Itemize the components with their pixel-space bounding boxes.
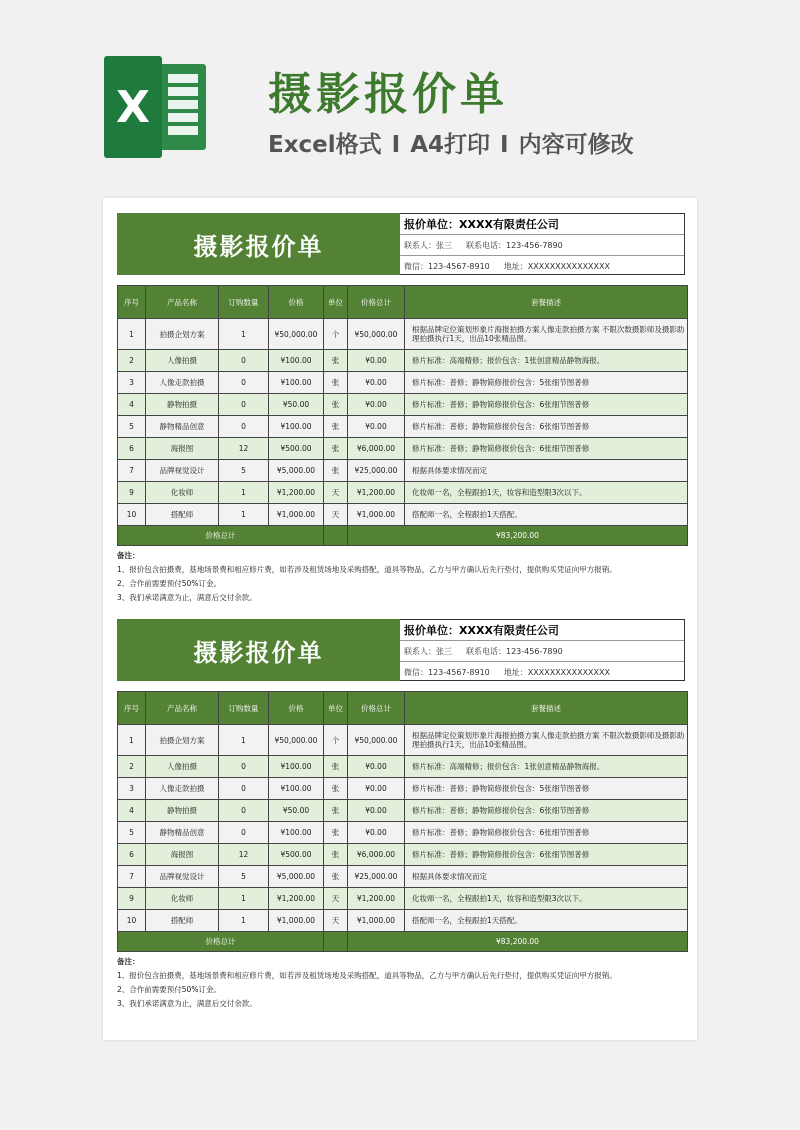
cell-index: 3	[118, 372, 146, 394]
cell-unit: 张	[324, 394, 348, 416]
cell-price: ¥100.00	[269, 372, 324, 394]
column-header: 序号	[118, 692, 146, 725]
cell-unit: 张	[324, 800, 348, 822]
cell-description: 化妆师一名，全程跟拍1天，妆容和造型限3次以下。	[405, 888, 688, 910]
column-header: 产品名称	[146, 692, 219, 725]
cell-quantity: 1	[219, 504, 269, 526]
cell-index: 7	[118, 866, 146, 888]
cell-subtotal: ¥6,000.00	[348, 438, 405, 460]
cell-price: ¥100.00	[269, 778, 324, 800]
cell-price: ¥5,000.00	[269, 460, 324, 482]
total-label: 价格总计	[118, 526, 324, 546]
column-header: 序号	[118, 286, 146, 319]
table-row	[118, 756, 688, 778]
cell-unit: 张	[324, 416, 348, 438]
cell-quantity: 0	[219, 800, 269, 822]
wechat-label: 微信：	[404, 667, 428, 677]
table-header	[118, 286, 688, 319]
notes	[117, 549, 687, 605]
cell-unit: 天	[324, 910, 348, 932]
cell-description: 根据具体要求情况而定	[405, 866, 688, 888]
cell-index: 4	[118, 394, 146, 416]
cell-product: 人像走款拍摄	[146, 778, 219, 800]
cell-description: 根据品牌定位策划形象片海报拍摄方案人像走款拍摄方案 不限次数摄影师及摄影助理拍摄执行1天，出品10张精品图。	[405, 319, 688, 350]
column-header: 订购数量	[219, 286, 269, 319]
cell-description: 修片标准：普修；静物简修报价包含：6张细节图普修	[405, 416, 688, 438]
cell-index: 9	[118, 888, 146, 910]
table-row	[118, 482, 688, 504]
cell-subtotal: ¥0.00	[348, 756, 405, 778]
cell-unit: 张	[324, 460, 348, 482]
table-row	[118, 394, 688, 416]
cell-description: 搭配师一名，全程跟拍1天搭配。	[405, 504, 688, 526]
cell-quantity: 0	[219, 822, 269, 844]
cell-product: 搭配师	[146, 504, 219, 526]
contact-value: 张三	[436, 646, 452, 656]
cell-description: 根据品牌定位策划形象片海报拍摄方案人像走款拍摄方案 不限次数摄影师及摄影助理拍摄执行1天，出品10张精品图。	[405, 725, 688, 756]
cell-unit: 张	[324, 866, 348, 888]
cell-product: 搭配师	[146, 910, 219, 932]
cell-unit: 天	[324, 504, 348, 526]
table-row	[118, 866, 688, 888]
cell-product: 品牌视觉设计	[146, 460, 219, 482]
table-row	[118, 372, 688, 394]
cell-subtotal: ¥0.00	[348, 800, 405, 822]
cell-product: 海报图	[146, 438, 219, 460]
cell-quantity: 0	[219, 394, 269, 416]
cell-product: 拍摄企划方案	[146, 319, 219, 350]
contact-value: 张三	[436, 240, 452, 250]
cell-product: 静物精品创意	[146, 416, 219, 438]
cell-index: 2	[118, 756, 146, 778]
total-row	[118, 932, 688, 952]
cell-unit: 张	[324, 778, 348, 800]
quote-title: 摄影报价单	[117, 619, 400, 681]
cell-price: ¥100.00	[269, 416, 324, 438]
cell-subtotal: ¥1,000.00	[348, 910, 405, 932]
contact-row	[400, 235, 684, 256]
cell-index: 9	[118, 482, 146, 504]
cell-description: 根据具体要求情况而定	[405, 460, 688, 482]
table-row	[118, 725, 688, 756]
quote-block	[117, 213, 687, 602]
cell-product: 拍摄企划方案	[146, 725, 219, 756]
cell-description: 修片标准：普修；静物简修报价包含：6张细节图普修	[405, 844, 688, 866]
cell-quantity: 5	[219, 460, 269, 482]
cell-quantity: 0	[219, 778, 269, 800]
cell-quantity: 1	[219, 319, 269, 350]
cell-price: ¥100.00	[269, 756, 324, 778]
cell-subtotal: ¥50,000.00	[348, 725, 405, 756]
table-row	[118, 800, 688, 822]
cell-subtotal: ¥6,000.00	[348, 844, 405, 866]
cell-product: 静物拍摄	[146, 800, 219, 822]
cell-price: ¥100.00	[269, 822, 324, 844]
wechat-value: 123-4567-8910	[428, 667, 490, 677]
table-row	[118, 504, 688, 526]
cell-price: ¥100.00	[269, 350, 324, 372]
cell-product: 人像拍摄	[146, 350, 219, 372]
cell-subtotal: ¥25,000.00	[348, 460, 405, 482]
subtitle-format: Excel格式	[268, 132, 382, 158]
cell-description: 修片标准：普修；静物简修报价包含：5张细节图普修	[405, 372, 688, 394]
column-header: 订购数量	[219, 692, 269, 725]
column-header: 套餐描述	[405, 286, 688, 319]
cell-description: 修片标准：高端精修；报价包含：1张创意精品静物海报。	[405, 350, 688, 372]
table-row	[118, 888, 688, 910]
cell-unit: 天	[324, 888, 348, 910]
wechat-row	[400, 662, 684, 682]
note-item: 3、我们承诺满意为止，满意后交付余款。	[117, 593, 257, 602]
phone-value: 123-456-7890	[506, 240, 563, 250]
company-name: 报价单位：XXXX有限责任公司	[400, 620, 684, 641]
cell-unit: 张	[324, 756, 348, 778]
total-row	[118, 526, 688, 546]
page-subtitle	[268, 126, 634, 159]
cell-description: 修片标准：普修；静物简修报价包含：6张细节图普修	[405, 394, 688, 416]
cell-subtotal: ¥1,200.00	[348, 482, 405, 504]
cell-subtotal: ¥1,000.00	[348, 504, 405, 526]
table-row	[118, 319, 688, 350]
cell-quantity: 1	[219, 910, 269, 932]
subtitle-print: A4打印	[410, 132, 491, 158]
quote-table	[117, 285, 688, 546]
page-title: 摄影报价单	[268, 69, 508, 120]
cell-subtotal: ¥50,000.00	[348, 319, 405, 350]
cell-index: 6	[118, 844, 146, 866]
total-value: ¥83,200.00	[348, 932, 688, 952]
column-header: 单位	[324, 692, 348, 725]
cell-quantity: 1	[219, 888, 269, 910]
cell-index: 10	[118, 504, 146, 526]
note-item: 1、报价包含拍摄费，基地场景费和相应修片费，如若涉及租赁场地及采购搭配，道具等物品，乙方与甲方确认后先行垫付，提供购买凭证向甲方报销。	[117, 565, 617, 574]
cell-index: 10	[118, 910, 146, 932]
cell-index: 3	[118, 778, 146, 800]
quote-table	[117, 691, 688, 952]
table-body	[118, 725, 688, 952]
cell-subtotal: ¥0.00	[348, 350, 405, 372]
quote-paper	[103, 198, 697, 1040]
table-row	[118, 416, 688, 438]
cell-description: 搭配师一名，全程跟拍1天搭配。	[405, 910, 688, 932]
cell-price: ¥5,000.00	[269, 866, 324, 888]
excel-logo-icon	[104, 56, 208, 158]
cell-unit: 张	[324, 350, 348, 372]
cell-price: ¥1,000.00	[269, 910, 324, 932]
address-value: XXXXXXXXXXXXXXX	[527, 667, 610, 677]
cell-product: 化妆师	[146, 888, 219, 910]
column-header: 价格总计	[348, 692, 405, 725]
column-header: 价格	[269, 692, 324, 725]
cell-subtotal: ¥0.00	[348, 416, 405, 438]
cell-unit: 张	[324, 822, 348, 844]
cell-subtotal: ¥0.00	[348, 822, 405, 844]
column-header: 价格	[269, 286, 324, 319]
wechat-label: 微信：	[404, 261, 428, 271]
cell-quantity: 12	[219, 438, 269, 460]
cell-subtotal: ¥0.00	[348, 372, 405, 394]
cell-unit: 张	[324, 844, 348, 866]
cell-product: 人像走款拍摄	[146, 372, 219, 394]
cell-description: 修片标准：普修；静物简修报价包含：6张细节图普修	[405, 438, 688, 460]
phone-value: 123-456-7890	[506, 646, 563, 656]
cell-index: 2	[118, 350, 146, 372]
cell-index: 7	[118, 460, 146, 482]
quote-header	[117, 619, 687, 681]
contact-label: 联系人：	[404, 646, 436, 656]
quote-header	[117, 213, 687, 275]
cell-description: 化妆师一名，全程跟拍1天，妆容和造型限3次以下。	[405, 482, 688, 504]
total-label: 价格总计	[118, 932, 324, 952]
cell-index: 1	[118, 319, 146, 350]
cell-price: ¥1,200.00	[269, 482, 324, 504]
cell-price: ¥50.00	[269, 394, 324, 416]
total-value: ¥83,200.00	[348, 526, 688, 546]
cell-unit: 张	[324, 438, 348, 460]
cell-product: 静物精品创意	[146, 822, 219, 844]
table-row	[118, 350, 688, 372]
cell-description: 修片标准：普修；静物简修报价包含：6张细节图普修	[405, 800, 688, 822]
table-row	[118, 910, 688, 932]
note-item: 2、合作前需要预付50%订金。	[117, 579, 221, 588]
cell-subtotal: ¥0.00	[348, 778, 405, 800]
company-info	[400, 213, 685, 275]
notes-title: 备注：	[117, 551, 140, 560]
quote-title: 摄影报价单	[117, 213, 400, 275]
cell-price: ¥50,000.00	[269, 319, 324, 350]
cell-unit: 天	[324, 482, 348, 504]
note-item: 2、合作前需要预付50%订金。	[117, 985, 221, 994]
cell-subtotal: ¥25,000.00	[348, 866, 405, 888]
total-empty-cell	[324, 526, 348, 546]
cell-price: ¥500.00	[269, 844, 324, 866]
note-item: 1、报价包含拍摄费，基地场景费和相应修片费，如若涉及租赁场地及采购搭配，道具等物品，乙方与甲方确认后先行垫付，提供购买凭证向甲方报销。	[117, 971, 617, 980]
column-header: 单位	[324, 286, 348, 319]
cell-product: 人像拍摄	[146, 756, 219, 778]
subtitle-editable: 内容可修改	[518, 132, 634, 158]
column-header: 价格总计	[348, 286, 405, 319]
phone-label: 联系电话：	[466, 646, 506, 656]
cell-price: ¥1,000.00	[269, 504, 324, 526]
note-item: 3、我们承诺满意为止，满意后交付余款。	[117, 999, 257, 1008]
table-row	[118, 778, 688, 800]
cell-quantity: 0	[219, 372, 269, 394]
wechat-value: 123-4567-8910	[428, 261, 490, 271]
cell-price: ¥50.00	[269, 800, 324, 822]
contact-label: 联系人：	[404, 240, 436, 250]
subtitle-separator: I	[391, 132, 401, 158]
address-label: 地址：	[503, 667, 528, 677]
wechat-row	[400, 256, 684, 276]
contact-row	[400, 641, 684, 662]
company-info	[400, 619, 685, 681]
cell-quantity: 1	[219, 725, 269, 756]
table-row	[118, 822, 688, 844]
cell-description: 修片标准：高端精修；报价包含：1张创意精品静物海报。	[405, 756, 688, 778]
cell-index: 5	[118, 416, 146, 438]
cell-quantity: 12	[219, 844, 269, 866]
table-row	[118, 844, 688, 866]
cell-quantity: 0	[219, 756, 269, 778]
phone-label: 联系电话：	[466, 240, 506, 250]
cell-unit: 个	[324, 319, 348, 350]
address-value: XXXXXXXXXXXXXXX	[527, 261, 610, 271]
cell-product: 静物拍摄	[146, 394, 219, 416]
cell-unit: 张	[324, 372, 348, 394]
cell-description: 修片标准：普修；静物简修报价包含：5张细节图普修	[405, 778, 688, 800]
cell-price: ¥1,200.00	[269, 888, 324, 910]
column-header: 套餐描述	[405, 692, 688, 725]
address-label: 地址：	[503, 261, 528, 271]
cell-index: 6	[118, 438, 146, 460]
cell-subtotal: ¥0.00	[348, 394, 405, 416]
total-empty-cell	[324, 932, 348, 952]
column-header: 产品名称	[146, 286, 219, 319]
table-row	[118, 460, 688, 482]
cell-description: 修片标准：普修；静物简修报价包含：6张细节图普修	[405, 822, 688, 844]
cell-subtotal: ¥1,200.00	[348, 888, 405, 910]
subtitle-separator: I	[500, 132, 509, 158]
cell-product: 化妆师	[146, 482, 219, 504]
company-name: 报价单位：XXXX有限责任公司	[400, 214, 684, 235]
table-header	[118, 692, 688, 725]
cell-index: 1	[118, 725, 146, 756]
table-body	[118, 319, 688, 546]
cell-quantity: 0	[219, 416, 269, 438]
logo-letter: X	[116, 82, 150, 133]
notes-title: 备注：	[117, 957, 140, 966]
cell-index: 4	[118, 800, 146, 822]
notes	[117, 955, 687, 1011]
cell-price: ¥50,000.00	[269, 725, 324, 756]
quote-block	[117, 619, 687, 1008]
cell-product: 品牌视觉设计	[146, 866, 219, 888]
cell-index: 5	[118, 822, 146, 844]
cell-price: ¥500.00	[269, 438, 324, 460]
table-row	[118, 438, 688, 460]
cell-quantity: 5	[219, 866, 269, 888]
cell-unit: 个	[324, 725, 348, 756]
cell-quantity: 0	[219, 350, 269, 372]
cell-product: 海报图	[146, 844, 219, 866]
cell-quantity: 1	[219, 482, 269, 504]
